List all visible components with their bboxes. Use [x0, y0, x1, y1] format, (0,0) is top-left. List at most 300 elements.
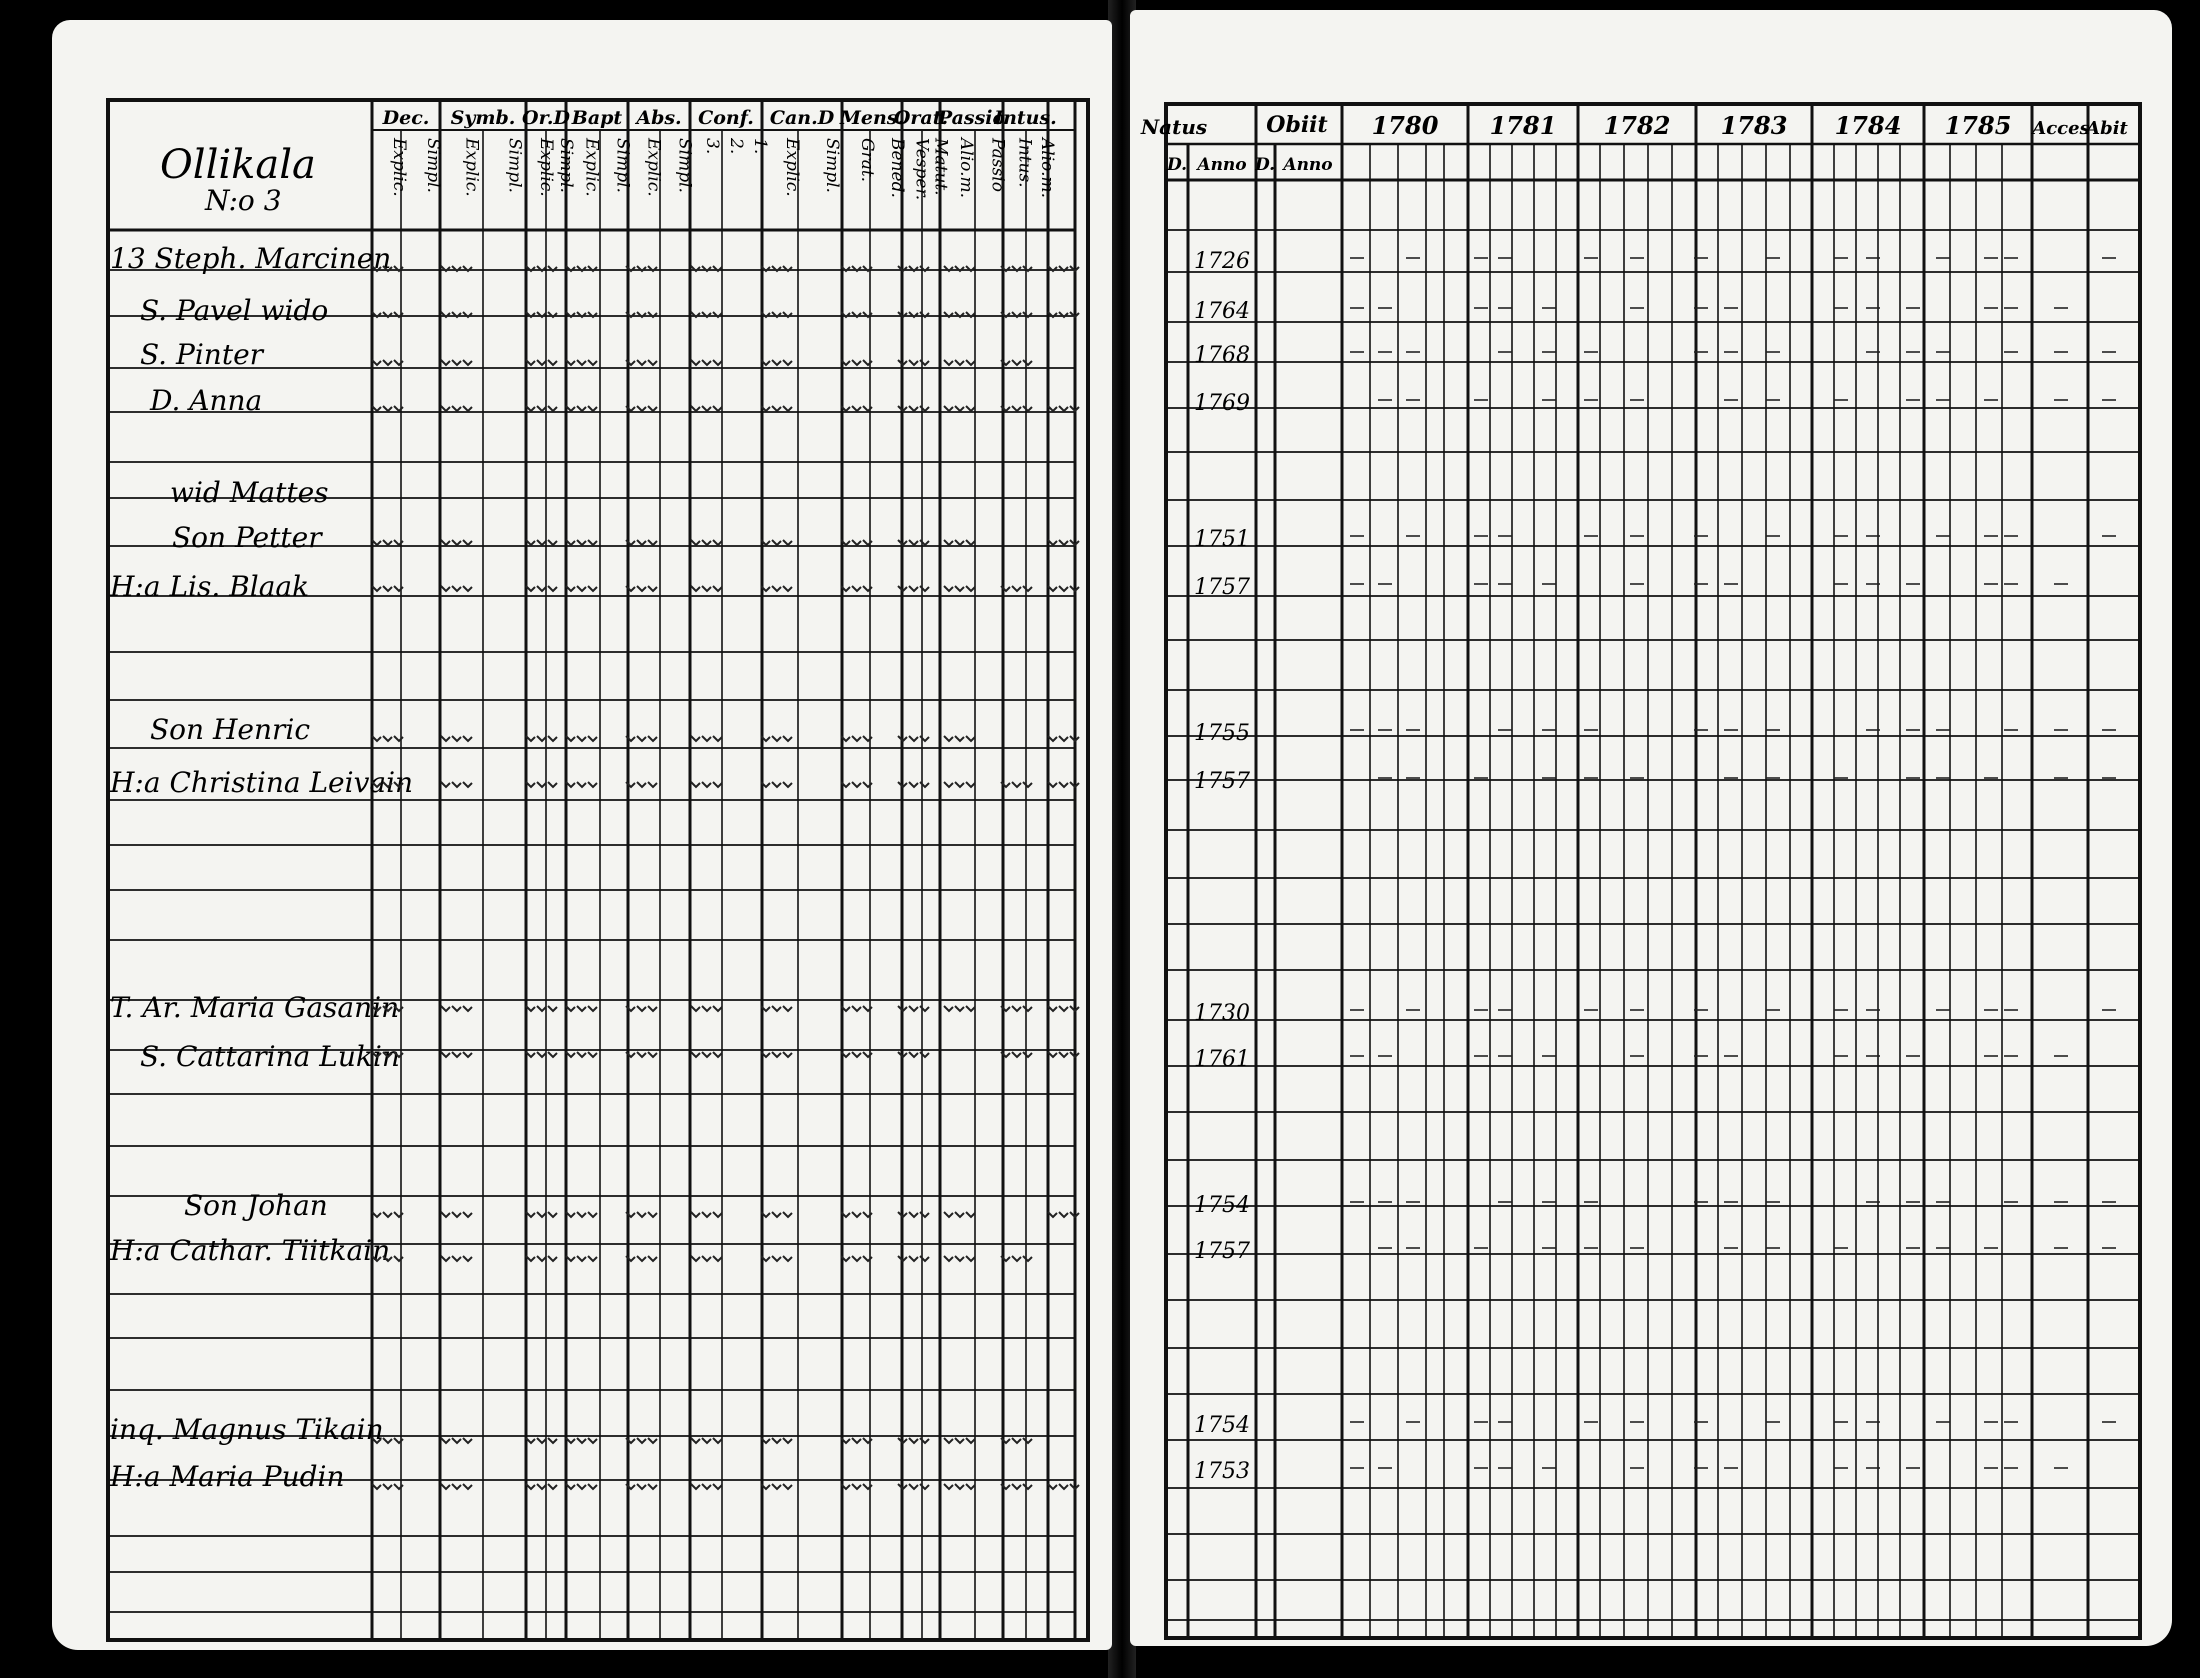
tally-mark	[909, 1256, 918, 1261]
tally-mark	[772, 1484, 781, 1489]
tally-mark	[713, 1256, 722, 1261]
tally-mark	[852, 1052, 861, 1057]
tally-mark	[1012, 1006, 1021, 1011]
tally-mark	[452, 1006, 461, 1011]
tally-mark	[1059, 1484, 1068, 1489]
left-grid	[108, 100, 1088, 1640]
tally-mark	[713, 1006, 722, 1011]
tally-mark	[1023, 1256, 1032, 1261]
year-header: 1785	[1944, 111, 2012, 140]
tally-mark	[383, 586, 392, 591]
tally-mark	[1012, 782, 1021, 787]
column-subheader: Alio.m.	[1036, 138, 1057, 199]
tally-mark	[441, 360, 450, 365]
tally-mark	[691, 1006, 700, 1011]
column-subheader: Alio.m.	[955, 138, 976, 199]
accessit-header: Acces	[2032, 118, 2090, 139]
tally-mark	[713, 1484, 722, 1489]
tally-mark	[713, 540, 722, 545]
tally-mark	[1023, 1052, 1032, 1057]
tally-mark	[637, 1006, 646, 1011]
tally-mark	[537, 406, 546, 411]
tally-mark	[852, 1006, 861, 1011]
column-subheader: Grat.	[857, 138, 877, 183]
obiit-day-header: D.	[1254, 155, 1276, 175]
tally-mark	[1059, 540, 1068, 545]
tally-mark	[966, 736, 975, 741]
birth-year: 1726	[1194, 249, 1250, 274]
tally-mark	[944, 1212, 953, 1217]
tally-mark	[648, 406, 657, 411]
tally-mark	[966, 540, 975, 545]
tally-mark	[548, 1256, 557, 1261]
abiit-header: Abit	[2086, 118, 2128, 139]
right-grid	[1166, 104, 2140, 1638]
birth-year: 1757	[1194, 769, 1250, 794]
tally-mark	[702, 1052, 711, 1057]
birth-years	[1194, 249, 1250, 1484]
birth-year: 1730	[1194, 1001, 1250, 1026]
tally-mark	[452, 360, 461, 365]
tally-mark	[1012, 586, 1021, 591]
tally-mark	[955, 586, 964, 591]
tally-mark	[1012, 406, 1021, 411]
tally-mark	[548, 540, 557, 545]
tally-mark	[944, 1256, 953, 1261]
tally-mark	[383, 736, 392, 741]
tally-mark	[441, 1256, 450, 1261]
year-header: 1781	[1489, 111, 1557, 140]
tally-mark	[909, 1212, 918, 1217]
tally-mark	[637, 1484, 646, 1489]
column-header: Bapt	[571, 107, 623, 129]
tally-mark	[441, 1484, 450, 1489]
tally-mark	[966, 406, 975, 411]
tally-mark	[577, 406, 586, 411]
tally-mark	[441, 1006, 450, 1011]
resident-name: Son Johan	[184, 1189, 328, 1222]
tally-mark	[463, 1006, 472, 1011]
natus-header: Natus	[1140, 115, 1208, 139]
tally-mark	[702, 1256, 711, 1261]
resident-name: H:a Christina Leivain	[110, 766, 414, 799]
tally-mark	[713, 360, 722, 365]
tally-mark	[691, 1256, 700, 1261]
tally-mark	[1012, 1438, 1021, 1443]
tally-mark	[783, 586, 792, 591]
tally-mark	[852, 406, 861, 411]
tally-mark	[1059, 1212, 1068, 1217]
tally-mark	[452, 736, 461, 741]
tally-mark	[441, 736, 450, 741]
birth-year: 1757	[1194, 1239, 1250, 1264]
tally-mark	[588, 1052, 597, 1057]
tally-mark	[463, 406, 472, 411]
tally-mark	[548, 360, 557, 365]
tally-mark	[944, 406, 953, 411]
tally-mark	[691, 1484, 700, 1489]
tally-mark	[702, 1212, 711, 1217]
tally-mark	[452, 1052, 461, 1057]
tally-mark	[702, 586, 711, 591]
tally-mark	[852, 540, 861, 545]
tally-mark	[713, 1438, 722, 1443]
tally-mark	[966, 782, 975, 787]
tally-mark	[944, 1006, 953, 1011]
tally-mark	[577, 782, 586, 787]
column-header: Orat.	[893, 107, 949, 129]
column-subheader: Intus.	[1014, 138, 1035, 188]
column-header: Dec.	[382, 107, 430, 129]
tally-mark	[1023, 782, 1032, 787]
tally-mark	[463, 1256, 472, 1261]
tally-mark	[772, 1438, 781, 1443]
tally-mark	[383, 1484, 392, 1489]
tally-mark	[383, 360, 392, 365]
tally-mark	[772, 1212, 781, 1217]
resident-name: S. Pavel wido	[140, 294, 329, 327]
tally-mark	[463, 1438, 472, 1443]
column-subheader: Simpl.	[556, 138, 576, 193]
tally-mark	[852, 736, 861, 741]
tally-mark	[852, 1212, 861, 1217]
obiit-year-header: Anno	[1283, 155, 1333, 175]
year-header: 1780	[1371, 111, 1439, 140]
tally-mark	[648, 1006, 657, 1011]
tally-mark	[713, 736, 722, 741]
tally-mark	[944, 586, 953, 591]
tally-mark	[691, 1052, 700, 1057]
catechism-marks	[372, 266, 1079, 1489]
tally-mark	[966, 1256, 975, 1261]
tally-mark	[702, 782, 711, 787]
attendance-marks	[1350, 258, 2116, 1468]
tally-mark	[577, 586, 586, 591]
tally-mark	[966, 1484, 975, 1489]
column-subheader: 3.	[702, 138, 722, 155]
tally-mark	[944, 782, 953, 787]
column-header: Or.D	[522, 107, 570, 129]
tally-mark	[537, 1212, 546, 1217]
tally-mark	[537, 1006, 546, 1011]
birth-year: 1751	[1194, 527, 1250, 552]
natus-day-header: D.	[1166, 155, 1188, 175]
tally-mark	[463, 1052, 472, 1057]
tally-mark	[537, 782, 546, 787]
birth-year: 1764	[1194, 299, 1250, 324]
tally-mark	[783, 540, 792, 545]
tally-mark	[955, 1484, 964, 1489]
resident-name: Son Petter	[172, 521, 322, 554]
tally-mark	[944, 736, 953, 741]
tally-mark	[452, 540, 461, 545]
column-header: Mens.	[839, 107, 905, 129]
tally-mark	[955, 736, 964, 741]
year-header: 1782	[1603, 111, 1671, 140]
column-header: Abs.	[636, 107, 682, 129]
tally-mark	[1012, 1484, 1021, 1489]
birth-year: 1761	[1194, 1047, 1250, 1072]
tally-mark	[955, 1006, 964, 1011]
tally-mark	[1023, 1438, 1032, 1443]
tally-mark	[852, 360, 861, 365]
tally-mark	[577, 1256, 586, 1261]
column-subheader: Matut.	[930, 138, 951, 196]
tally-mark	[772, 406, 781, 411]
year-header: 1783	[1720, 111, 1788, 140]
tally-mark	[537, 360, 546, 365]
obiit-header: Obiit	[1266, 112, 1328, 138]
tally-mark	[537, 586, 546, 591]
tally-mark	[944, 1484, 953, 1489]
tally-mark	[548, 1484, 557, 1489]
tally-mark	[637, 406, 646, 411]
tally-mark	[637, 540, 646, 545]
tally-mark	[648, 736, 657, 741]
tally-mark	[909, 586, 918, 591]
tally-mark	[637, 586, 646, 591]
tally-mark	[648, 782, 657, 787]
tally-mark	[648, 586, 657, 591]
tally-mark	[577, 540, 586, 545]
column-subheader: 1.	[750, 138, 770, 155]
tally-mark	[713, 1052, 722, 1057]
tally-mark	[702, 736, 711, 741]
tally-mark	[452, 586, 461, 591]
tally-mark	[909, 736, 918, 741]
tally-mark	[548, 586, 557, 591]
tally-mark	[1059, 1052, 1068, 1057]
tally-mark	[1059, 782, 1068, 787]
tally-mark	[783, 1052, 792, 1057]
resident-names	[109, 242, 413, 1493]
birth-year: 1755	[1194, 721, 1250, 746]
tally-mark	[441, 1052, 450, 1057]
tally-mark	[537, 1484, 546, 1489]
tally-mark	[966, 1438, 975, 1443]
tally-mark	[383, 406, 392, 411]
tally-mark	[577, 1212, 586, 1217]
tally-mark	[383, 1212, 392, 1217]
column-subheader: Simpl.	[822, 138, 842, 193]
column-header: Can.D	[769, 107, 835, 129]
birth-year: 1753	[1194, 1459, 1250, 1484]
tally-mark	[548, 1052, 557, 1057]
tally-mark	[441, 586, 450, 591]
tally-mark	[909, 1006, 918, 1011]
tally-mark	[441, 782, 450, 787]
tally-mark	[588, 782, 597, 787]
tally-mark	[648, 1484, 657, 1489]
tally-mark	[648, 540, 657, 545]
tally-mark	[691, 782, 700, 787]
column-subheader: 2.	[726, 138, 746, 155]
tally-mark	[637, 1438, 646, 1443]
tally-mark	[772, 540, 781, 545]
tally-mark	[441, 540, 450, 545]
tally-mark	[955, 540, 964, 545]
tally-mark	[637, 736, 646, 741]
tally-mark	[772, 736, 781, 741]
tally-mark	[452, 1484, 461, 1489]
tally-mark	[637, 1256, 646, 1261]
tally-mark	[909, 406, 918, 411]
tally-mark	[1059, 1006, 1068, 1011]
tally-mark	[1023, 586, 1032, 591]
tally-mark	[1023, 1006, 1032, 1011]
birth-year: 1757	[1194, 575, 1250, 600]
resident-name: D. Anna	[150, 384, 263, 417]
tally-mark	[441, 1212, 450, 1217]
tally-mark	[548, 406, 557, 411]
tally-mark	[1012, 360, 1021, 365]
tally-mark	[909, 1052, 918, 1057]
resident-name: S. Pinter	[140, 338, 264, 371]
tally-mark	[702, 360, 711, 365]
tally-mark	[452, 1256, 461, 1261]
column-subheader: Explic.	[389, 138, 409, 197]
tally-mark	[691, 1212, 700, 1217]
tally-mark	[1059, 586, 1068, 591]
tally-mark	[772, 1052, 781, 1057]
tally-mark	[577, 1052, 586, 1057]
tally-mark	[852, 1484, 861, 1489]
column-header: Symb.	[450, 107, 516, 129]
tally-mark	[783, 736, 792, 741]
resident-name: H:a Maria Pudin	[110, 1460, 345, 1493]
tally-mark	[648, 1052, 657, 1057]
tally-mark	[537, 1052, 546, 1057]
tally-mark	[702, 406, 711, 411]
tally-mark	[909, 1484, 918, 1489]
tally-mark	[702, 540, 711, 545]
tally-mark	[452, 406, 461, 411]
tally-mark	[637, 1052, 646, 1057]
tally-mark	[783, 406, 792, 411]
resident-name: H:a Lis. Blaak	[110, 570, 310, 603]
tally-mark	[1059, 736, 1068, 741]
tally-mark	[702, 1438, 711, 1443]
year-header: 1784	[1834, 111, 1902, 140]
tally-mark	[783, 1212, 792, 1217]
tally-mark	[383, 1438, 392, 1443]
tally-mark	[588, 1256, 597, 1261]
tally-mark	[691, 406, 700, 411]
birth-year: 1768	[1194, 343, 1250, 368]
village-number: N:o 3	[205, 184, 282, 217]
village-title: Ollikala	[160, 142, 316, 188]
tally-mark	[691, 540, 700, 545]
tally-mark	[713, 586, 722, 591]
column-subheader: Explic.	[461, 138, 482, 197]
tally-mark	[691, 360, 700, 365]
tally-mark	[577, 736, 586, 741]
tally-mark	[463, 782, 472, 787]
resident-name: inq. Magnus Tikain	[110, 1413, 384, 1446]
tally-mark	[463, 1484, 472, 1489]
tally-mark	[783, 1256, 792, 1261]
tally-mark	[452, 782, 461, 787]
column-subheader: Vesper.	[911, 138, 932, 201]
tally-mark	[1012, 1256, 1021, 1261]
tally-mark	[452, 1438, 461, 1443]
tally-mark	[588, 406, 597, 411]
tally-mark	[588, 1438, 597, 1443]
column-subheader: Simpl.	[612, 138, 633, 193]
tally-mark	[783, 1006, 792, 1011]
tally-mark	[452, 1212, 461, 1217]
tally-mark	[588, 586, 597, 591]
tally-mark	[955, 1438, 964, 1443]
birth-year: 1754	[1194, 1413, 1250, 1438]
tally-mark	[909, 782, 918, 787]
tally-mark	[383, 540, 392, 545]
tally-mark	[548, 1212, 557, 1217]
tally-mark	[637, 782, 646, 787]
tally-mark	[955, 1256, 964, 1261]
resident-name: H:a Cathar. Tiitkain	[110, 1234, 391, 1267]
tally-mark	[548, 1006, 557, 1011]
tally-mark	[702, 1006, 711, 1011]
column-subheader: Simpl.	[504, 138, 525, 193]
tally-mark	[966, 360, 975, 365]
tally-mark	[637, 1212, 646, 1217]
tally-mark	[691, 586, 700, 591]
tally-mark	[537, 1438, 546, 1443]
column-subheader: Simpl.	[674, 138, 695, 193]
tally-mark	[463, 736, 472, 741]
tally-mark	[463, 1212, 472, 1217]
tally-mark	[537, 1256, 546, 1261]
tally-mark	[966, 586, 975, 591]
tally-mark	[909, 540, 918, 545]
tally-mark	[772, 1256, 781, 1261]
tally-mark	[909, 1438, 918, 1443]
tally-mark	[1023, 406, 1032, 411]
tally-mark	[955, 782, 964, 787]
tally-mark	[852, 586, 861, 591]
tally-mark	[588, 1006, 597, 1011]
tally-mark	[909, 360, 918, 365]
natus-year-header: Anno	[1197, 155, 1247, 175]
tally-mark	[577, 1006, 586, 1011]
tally-mark	[441, 406, 450, 411]
tally-mark	[463, 540, 472, 545]
tally-mark	[783, 360, 792, 365]
tally-mark	[852, 1438, 861, 1443]
right-table-border	[1166, 104, 2140, 1638]
tally-mark	[783, 1438, 792, 1443]
resident-name: 13 Steph. Marcinen	[110, 242, 392, 275]
tally-mark	[648, 1212, 657, 1217]
tally-mark	[955, 1212, 964, 1217]
tally-mark	[588, 736, 597, 741]
tally-mark	[637, 360, 646, 365]
tally-mark	[648, 360, 657, 365]
column-header: Passio	[937, 107, 1006, 129]
resident-name: Son Henric	[150, 713, 311, 746]
tally-mark	[772, 586, 781, 591]
tally-mark	[944, 360, 953, 365]
tally-mark	[713, 406, 722, 411]
tally-mark	[588, 1212, 597, 1217]
tally-mark	[537, 540, 546, 545]
tally-mark	[648, 1256, 657, 1261]
tally-mark	[588, 540, 597, 545]
column-header: Conf.	[698, 107, 754, 129]
tally-mark	[713, 782, 722, 787]
tally-mark	[966, 1006, 975, 1011]
